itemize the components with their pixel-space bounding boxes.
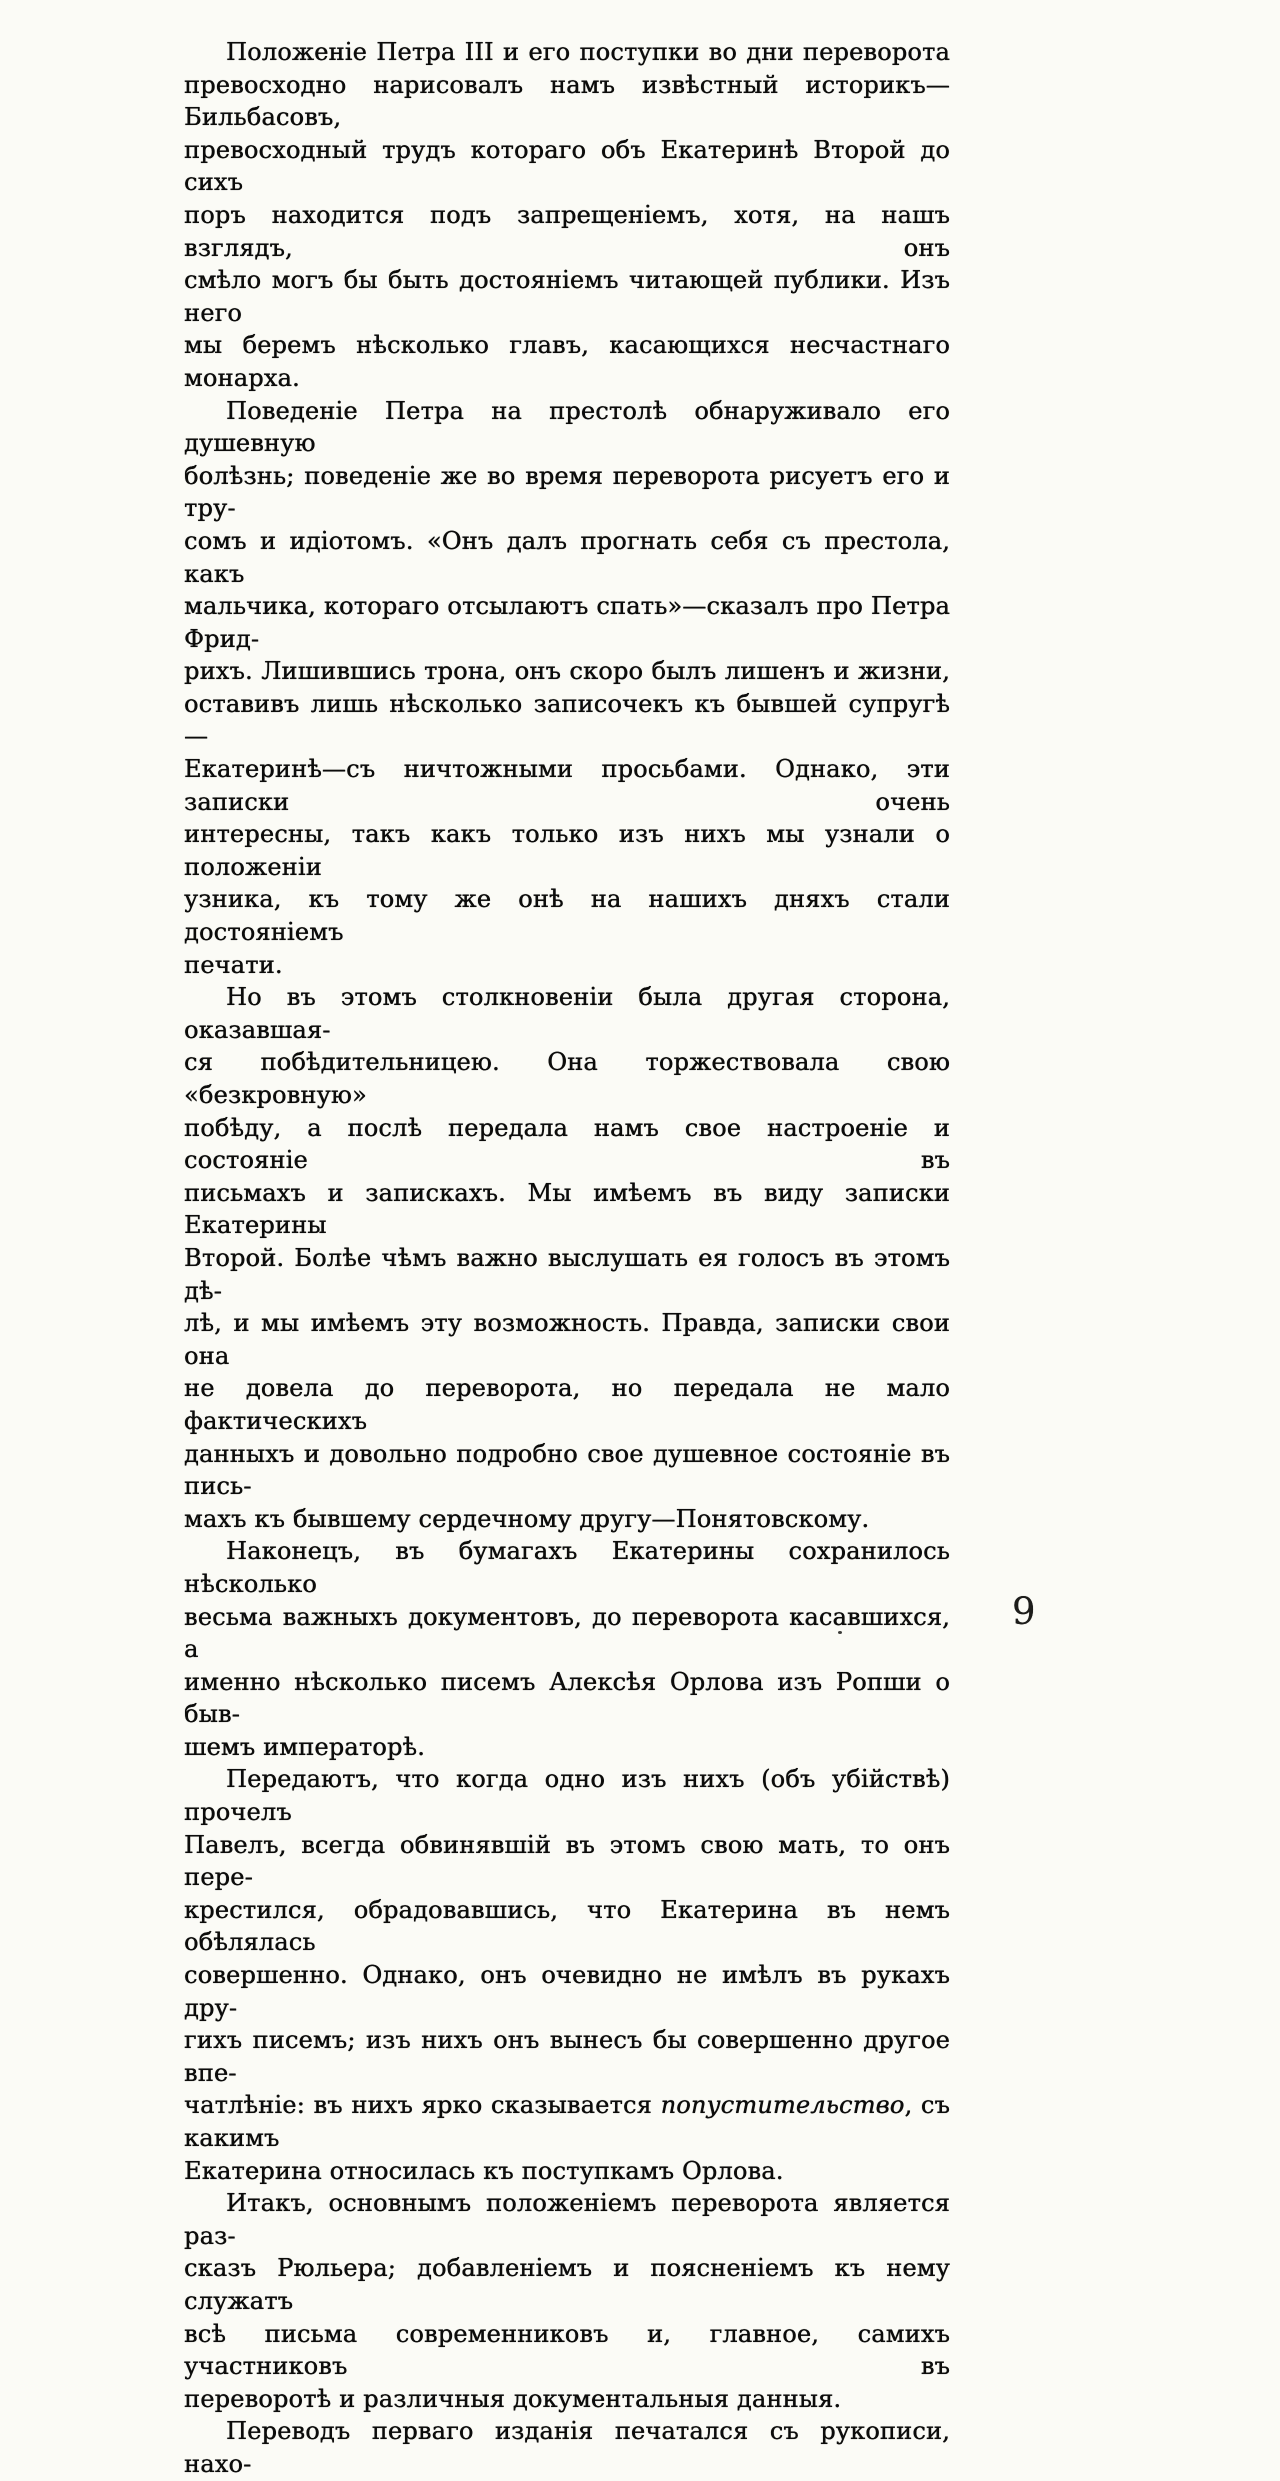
text-line: Но въ этомъ столкновеніи была другая сторона, оказавшая- xyxy=(184,983,950,1044)
paragraph xyxy=(184,981,950,1535)
text-segment: , съ какимъ xyxy=(184,2091,950,2152)
text-line: Итакъ, основнымъ положеніемъ переворота является раз- xyxy=(184,2189,950,2250)
text-line: Екатерина относилась къ поступкамъ Орлова. xyxy=(184,2156,784,2185)
text-line: ся побѣдительницею. Она торжествовала свою «безкровную» xyxy=(184,1048,950,1109)
text-line: не довела до переворота, но передала не мало фактическихъ xyxy=(184,1374,950,1435)
page-number: 9 xyxy=(1012,1590,1036,1633)
text-line: мы беремъ нѣсколько главъ, касающихся несчастнаго монарха. xyxy=(184,331,950,392)
text-line: весьма важныхъ документовъ, до переворота касавшихся, а xyxy=(184,1602,950,1664)
text-line: печати. xyxy=(184,950,283,979)
text-line: Второй. Болѣе чѣмъ важно выслушать ея голосъ въ этомъ дѣ- xyxy=(184,1243,950,1305)
text-line: рихъ. Лишившись трона, онъ скоро былъ лишенъ и жизни, xyxy=(184,657,950,686)
text-line: крестился, обрадовавшись, что Екатерина въ немъ обѣлялась xyxy=(184,1895,950,1957)
text-line: переворотѣ и различныя документальныя данныя. xyxy=(184,2384,842,2413)
paragraph xyxy=(184,36,950,395)
paragraph xyxy=(184,1763,950,2187)
text-line: данныхъ и довольно подробно свое душевное состояніе въ пись- xyxy=(184,1439,950,1501)
paragraph xyxy=(184,395,950,982)
paragraph xyxy=(184,2187,950,2415)
text-line: узника, къ тому же онѣ на нашихъ дняхъ стали достояніемъ xyxy=(184,885,950,947)
ink-speck xyxy=(838,1631,842,1634)
text-line: письмахъ и запискахъ. Мы имѣемъ въ виду записки Екатерины xyxy=(184,1178,950,1240)
text-line: сказъ Рюльера; добавленіемъ и поясненіемъ къ нему служатъ xyxy=(184,2254,950,2315)
text-line: превосходно нарисовалъ намъ извѣстный историкъ—Бильбасовъ, xyxy=(184,70,950,132)
text-line: гихъ писемъ; изъ нихъ онъ вынесъ бы совершенно другое впе- xyxy=(184,2026,950,2087)
paragraph xyxy=(184,2415,950,2480)
text-line: Переводъ перваго изданія печатался съ рукописи, нахо- xyxy=(184,2417,950,2478)
text-line: Положеніе Петра III и его поступки во дни переворота xyxy=(226,38,950,66)
text-line: интересны, такъ какъ только изъ нихъ мы узнали о положеніи xyxy=(184,820,950,881)
text-line: махъ къ бывшему сердечному другу—Понятовскому. xyxy=(184,1504,870,1533)
text-line: болѣзнь; поведеніе же во время переворота рисуетъ его и тру- xyxy=(184,461,950,523)
text-line: именно нѣсколько писемъ Алексѣя Орлова изъ Ропши о быв- xyxy=(184,1667,950,1729)
text-line: оставивъ лишь нѣсколько записочекъ къ бывшей супругѣ— xyxy=(184,689,950,751)
text-line xyxy=(184,2089,950,2154)
text-line: совершенно. Однако, онъ очевидно не имѣлъ въ рукахъ дру- xyxy=(184,1961,950,2022)
text-line: Павелъ, всегда обвинявшій въ этомъ свою мать, то онъ пере- xyxy=(184,1830,950,1892)
text-block xyxy=(184,36,950,2481)
text-line: мальчика, котораго отсылаютъ спать»—сказалъ про Петра Фрид- xyxy=(184,592,950,653)
text-line: поръ находится подъ запрещеніемъ, хотя, на нашъ взглядъ, онъ xyxy=(184,200,950,262)
text-line: Екатеринѣ—съ ничтожными просьбами. Однако, эти записки очень xyxy=(184,755,950,816)
text-line: смѣло могъ бы быть достояніемъ читающей публики. Изъ него xyxy=(184,266,950,327)
italic-word: попустительство xyxy=(660,2091,905,2120)
text-line: превосходный трудъ котораго объ Екатеринѣ Второй до сихъ xyxy=(184,135,950,197)
text-segment: чатлѣніе: въ нихъ ярко сказывается xyxy=(184,2091,661,2120)
text-line: Поведеніе Петра на престолѣ обнаруживало его душевную xyxy=(184,396,950,458)
text-line: шемъ императорѣ. xyxy=(184,1732,426,1761)
text-line: лѣ, и мы имѣемъ эту возможность. Правда, записки свои она xyxy=(184,1309,950,1370)
text-line: сомъ и идіотомъ. «Онъ далъ прогнать себя съ престола, какъ xyxy=(184,526,950,588)
text-line: Наконецъ, въ бумагахъ Екатерины сохранилось нѣсколько xyxy=(184,1537,950,1598)
text-line: всѣ письма современниковъ и, главное, самихъ участниковъ въ xyxy=(184,2319,950,2381)
text-line: побѣду, а послѣ передала намъ свое настроеніе и состояніе въ xyxy=(184,1113,950,1175)
text-line: Передаютъ, что когда одно изъ нихъ (объ убійствѣ) прочелъ xyxy=(184,1765,950,1827)
paragraph xyxy=(184,1535,950,1763)
